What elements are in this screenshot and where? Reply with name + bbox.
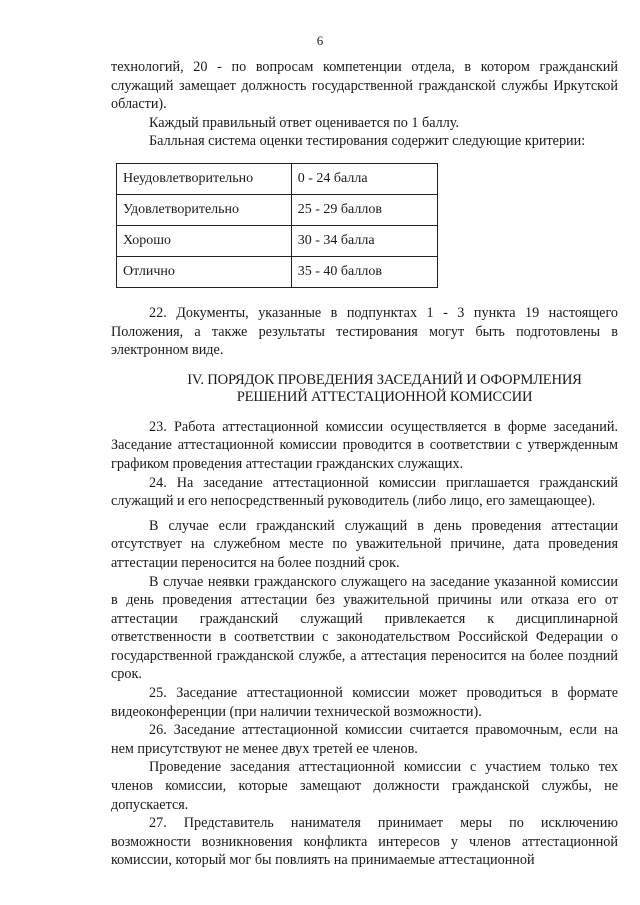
paragraph-24-no-show: В случае неявки гражданского служащего на заседание указанной комиссии в день проведения аттестации без уважительной причины или отказа его от аттестации гражданский служащий привлекается к дисциплинарной ответственности в соответствии с законодательством Российской Федерации о государственной гражданской службе, а аттестация переносится на более поздний срок. [111,573,618,683]
paragraph-25: 25. Заседание аттестационной комиссии может проводиться в формате видеоконференции (при наличии технической возможности). [111,685,618,720]
grade-cell: Отлично [117,256,292,287]
section-heading [151,372,618,406]
paragraph-24: 24. На заседание аттестационной комиссии приглашается гражданский служащий и его непосредственный руководитель (либо лицо, его замещающее). [111,474,618,510]
range-cell: 0 - 24 балла [291,163,437,194]
paragraph-23: 23. Работа аттестационной комиссии осуществляется в форме заседаний. Заседание аттестационной комиссии проводится в соответствии с утвержденным графиком проведения аттестации гражданских служащих. [111,418,618,472]
range-cell: 30 - 34 балла [291,225,437,256]
range-cell: 25 - 29 баллов [291,194,437,225]
range-cell: 35 - 40 баллов [291,256,437,287]
paragraph-criteria-intro: Балльная система оценки тестирования содержит следующие критерии: [149,133,586,150]
document-body [111,58,618,870]
score-criteria-table [116,163,438,288]
paragraph-24-absence: В случае если гражданский служащий в день проведения аттестации отсутствует на служебном месте по уважительной причине, дата проведения аттестации переносится на более поздний срок. [111,517,618,571]
paragraph-22: 22. Документы, указанные в подпунктах 1 - 3 пункта 19 настоящего Положения, а также результаты тестирования могут быть подготовлены в электронном виде. [111,304,618,359]
section-heading-line1: IV. ПОРЯДОК ПРОВЕДЕНИЯ ЗАСЕДАНИЙ И ОФОРМЛЕНИЯ [187,371,582,388]
grade-cell: Неудовлетворительно [117,163,292,194]
section-heading-line2: РЕШЕНИЙ АТТЕСТАЦИОННОЙ КОМИССИИ [236,388,533,405]
page-number: 6 [316,33,324,48]
table-row [117,256,438,287]
paragraph-27: 27. Представитель нанимателя принимает меры по исключению возможности возникновения конфликта интересов у членов аттестационной комиссии, который мог бы повлиять на принимаемые аттестационной [111,815,618,869]
table-row [117,225,438,256]
table-row [117,163,438,194]
paragraph-continuation: технологий, 20 - по вопросам компетенции отдела, в котором гражданский служащий замещает должность государственной гражданской службы Иркутской области). [111,59,618,113]
grade-cell: Хорошо [117,225,292,256]
paragraph-scoring-note: Каждый правильный ответ оценивается по 1 баллу. [149,114,460,131]
paragraph-26-restriction: Проведение заседания аттестационной комиссии с участием только тех членов комиссии, которые замещают должности гражданской службы, не допускается. [111,759,618,813]
grade-cell: Удовлетворительно [117,194,292,225]
paragraph-26: 26. Заседание аттестационной комиссии считается правомочным, если на нем присутствуют не менее двух третей ее членов. [111,722,618,757]
table-row [117,194,438,225]
